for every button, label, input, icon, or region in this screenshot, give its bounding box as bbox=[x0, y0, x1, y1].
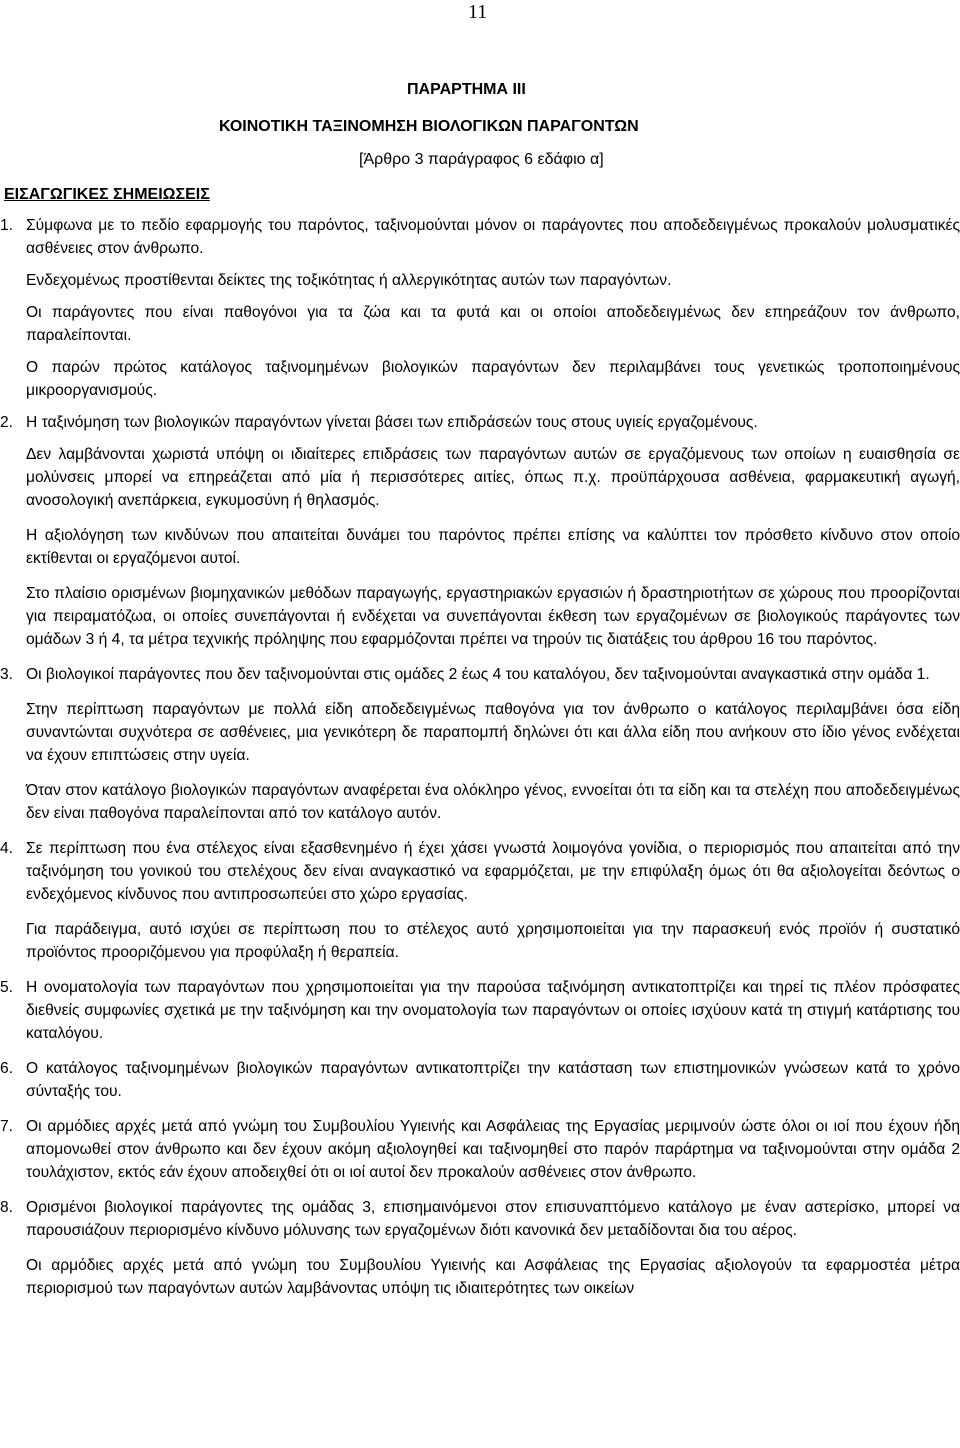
article-reference: [Άρθρο 3 παράγραφος 6 εδάφιο α] bbox=[359, 151, 604, 168]
paragraph: Σε περίπτωση που ένα στέλεχος είναι εξασθενημένο ή έχει χάσει γνωστά λοιμογόνα γονίδια, ο περιορισμός που απαιτείται από την ταξινόμηση του γονικού του στελέχους δεν είναι αναγκαστικό να εφαρμόζεται, με την επιφύλαξη όμως ότι θα αξιολογείται δεόντως ο ενδεχόμενος κίνδυνος που αντιπροσωπεύει στο χώρο εργασίας. bbox=[26, 840, 960, 903]
item-number: 2. bbox=[0, 414, 14, 431]
list-item bbox=[0, 1115, 960, 1184]
document-title: ΚΟΙΝΟΤΙΚΗ ΤΑΞΙΝΟΜΗΣΗ ΒΙΟΛΟΓΙΚΩΝ ΠΑΡΑΓΟΝΤΩΝ bbox=[219, 118, 639, 135]
paragraph: Σύμφωνα με το πεδίο εφαρμογής του παρόντος, ταξινομούνται μόνον οι παράγοντες που αποδεδειγμένως προκαλούν μολυσματικές ασθένειες στον άνθρωπο. bbox=[26, 217, 960, 257]
list-item bbox=[0, 1196, 960, 1242]
list-item bbox=[0, 214, 960, 260]
item-number: 7. bbox=[0, 1118, 14, 1135]
paragraph: Ενδεχομένως προστίθενται δείκτες της τοξικότητας ή αλλεργικότητας αυτών των παραγόντων. bbox=[26, 272, 672, 289]
paragraph: Ο κατάλογος ταξινομημένων βιολογικών παραγόντων αντικατοπτρίζει την κατάσταση των επιστημονικών γνώσεων κατά το χρόνο σύνταξής του. bbox=[26, 1060, 960, 1100]
paragraph: Η ταξινόμηση των βιολογικών παραγόντων γίνεται βάσει των επιδράσεών τους στους υγιείς εργαζομένους. bbox=[26, 414, 758, 431]
paragraph: Οι αρμόδιες αρχές μετά από γνώμη του Συμβουλίου Υγιεινής και Ασφάλειας της Εργασίας αξιολογούν τα εφαρμοστέα μέτρα περιορισμού των παραγόντων αυτών λαμβάνοντας υπόψη τις ιδιαιτερότητες των οικείων bbox=[26, 1257, 960, 1297]
paragraph: Οι αρμόδιες αρχές μετά από γνώμη του Συμβουλίου Υγιεινής και Ασφάλειας της Εργασίας μεριμνούν ώστε όλοι οι ιοί που έχουν ήδη απομονωθεί στον άνθρωπο και δεν έχουν ακόμη αξιολογηθεί και ταξινομηθεί στο παρόν παράρτημα να ταξινομούνται στην ομάδα 2 τουλάχιστον, εκτός εάν έχουν αποδειχθεί ότι οι ιοί αυτοί δεν προκαλούν ασθένειες στον άνθρωπο. bbox=[26, 1118, 960, 1181]
item-number: 4. bbox=[0, 840, 14, 857]
annex-heading: ΠΑΡΑΡΤΗΜΑ ΙΙΙ bbox=[407, 81, 526, 98]
paragraph: Η αξιολόγηση των κινδύνων που απαιτείται δυνάμει του παρόντος πρέπει επίσης να καλύπτει τον πρόσθετο κίνδυνο στον οποίο εκτίθενται οι εργαζόμενοι αυτοί. bbox=[26, 527, 960, 567]
item-number: 8. bbox=[0, 1199, 14, 1216]
paragraph: Στην περίπτωση παραγόντων με πολλά είδη αποδεδειγμένως παθογόνα για τον άνθρωπο ο κατάλογος περιλαμβάνει όσα είδη συναντώνται συχνότερα σε ασθένειες, μια γενικότερη δε παραπομπή δηλώνει ότι και άλλα είδη που ανήκουν στο ίδιο γένος ενδέχεται να έχουν επιπτώσεις στην υγεία. bbox=[26, 701, 960, 764]
paragraph: Η ονοματολογία των παραγόντων που χρησιμοποιείται για την παρούσα ταξινόμηση αντικατοπτρίζει και τηρεί τις πλέον πρόσφατες διεθνείς συμφωνίες σχετικά με την ταξινόμηση και την ονοματολογία των παραγόντων οι οποίες ισχύουν κατά τη στιγμή κατάρτισης του καταλόγου. bbox=[26, 979, 960, 1042]
paragraph: Οι βιολογικοί παράγοντες που δεν ταξινομούνται στις ομάδες 2 έως 4 του καταλόγου, δεν ταξινομούνται αναγκαστικά στην ομάδα 1. bbox=[26, 666, 930, 683]
item-number: 1. bbox=[0, 217, 14, 234]
paragraph: Οι παράγοντες που είναι παθογόνοι για τα ζώα και τα φυτά και οι οποίοι αποδεδειγμένως δεν επηρεάζουν τον άνθρωπο, παραλείπονται. bbox=[26, 304, 960, 344]
document-body bbox=[0, 214, 960, 1300]
list-item bbox=[0, 837, 960, 906]
list-item bbox=[0, 976, 960, 1045]
item-number: 3. bbox=[0, 666, 14, 683]
list-item bbox=[0, 411, 960, 434]
page-number: 11 bbox=[468, 1, 488, 23]
paragraph: Στο πλαίσιο ορισμένων βιομηχανικών μεθόδων παραγωγής, εργαστηριακών εργασιών ή δραστηριοτήτων σε χώρους που προορίζονται για πειραματόζωα, οι οποίες συνεπάγονται ή ενδέχεται να συνεπάγονται έκθεση των εργαζομένων σε βιολογικούς παράγοντες των ομάδων 3 ή 4, τα μέτρα τεχνικής πρόληψης που εφαρμόζονται πρέπει να τηρούν τις διατάξεις του άρθρου 16 του παρόντος. bbox=[26, 585, 960, 648]
paragraph: Για παράδειγμα, αυτό ισχύει σε περίπτωση που το στέλεχος αυτό χρησιμοποιείται για την παρασκευή ενός προϊόν ή συστατικό προϊόντος προοριζόμενου για προφύλαξη ή θεραπεία. bbox=[26, 921, 960, 961]
list-item bbox=[0, 663, 960, 686]
paragraph: Δεν λαμβάνονται χωριστά υπόψη οι ιδιαίτερες επιδράσεις των παραγόντων αυτών σε εργαζόμενους των οποίων η ευαισθησία σε μολύνσεις μπορεί να επηρεάζεται από μία ή περισσότερες αιτίες, όπως π.χ. προϋπάρχουσα ασθένεια, φαρμακευτική αγωγή, ανοσολογική ανεπάρκεια, εγκυμοσύνη ή θηλασμός. bbox=[26, 446, 960, 509]
paragraph: Όταν στον κατάλογο βιολογικών παραγόντων αναφέρεται ένα ολόκληρο γένος, εννοείται ότι τα είδη και τα στελέχη που αποδεδειγμένως δεν είναι παθογόνα παραλείπονται από τον κατάλογο αυτόν. bbox=[26, 782, 960, 822]
paragraph: Ορισμένοι βιολογικοί παράγοντες της ομάδας 3, επισημαινόμενοι στον επισυναπτόμενο κατάλογο με έναν αστερίσκο, μπορεί να παρουσιάζουν περιορισμένο κίνδυνο μόλυνσης των εργαζομένων διότι κανονικά δεν μεταδίδονται δια του αέρος. bbox=[26, 1199, 960, 1239]
item-number: 5. bbox=[0, 979, 14, 996]
intro-heading: ΕΙΣΑΓΩΓΙΚΕΣ ΣΗΜΕΙΩΣΕΙΣ bbox=[4, 186, 210, 203]
paragraph: Ο παρών πρώτος κατάλογος ταξινομημένων βιολογικών παραγόντων δεν περιλαμβάνει τους γενετικώς τροποποιημένους μικροοργανισμούς. bbox=[26, 359, 960, 399]
item-number: 6. bbox=[0, 1060, 14, 1077]
list-item bbox=[0, 1057, 960, 1103]
